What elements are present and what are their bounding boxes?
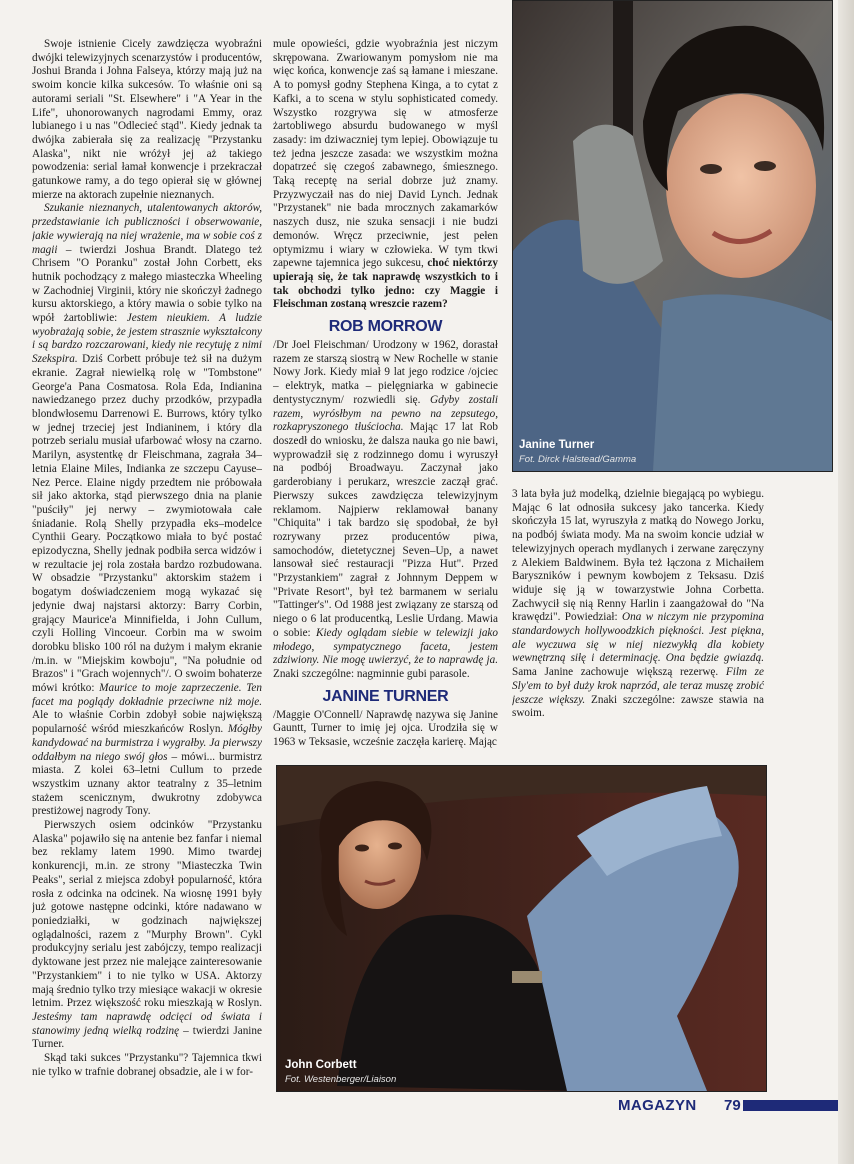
article-column-2 xyxy=(273,38,498,763)
portrait-janine-turner-image xyxy=(513,1,832,471)
photo-credit: Fot. Westenberger/Liaison xyxy=(285,1074,397,1085)
paragraph: Szukanie nieznanych, utalentowanych aktorów, przedstawianie ich publiczności i obserwowanie, jakie wywierają na niej wrażenie, ma w sobie coś z magii – twierdzi Joshua Brandt. Dlatego też Chrisem "O Poranku" został John Corbett, eks hutnik pochodzący z małego miasteczka Wheeling w Zachodniej Virginii, który nie skończył żadnego kursu aktorskiego, a który mawia o sobie tylko na wpół żartobliwie: Jestem nieukiem. A ludzie wyobrażają sobie, że jestem strasznie wykształcony i są bardzo rozczarowani, kiedy nie recytuję z nimi Szekspira. Dziś Corbett próbuje też sił na dużym ekranie. Zagrał niewielką rolę w "Tombstone" George'a Pana Cosmatosa. Rola Eda, Indianina nawiedzanego przez duchy przodków, przypadła blondwłosemu Darrenowi E. Burrows, który tylko w jednej trzeciej jest Indianinem, i który dla potrzeb serialu musiał ufarbować włosy na czarno. Marilyn, asystentkę dr Fleischmana, zagrała 34–letnia Elaine Miles, Indianka ze szczepu Cayuse–Nez Perce. Elaine nigdy przedtem nie próbowała sił jako aktorka, stąd pierwszego dnia na planie "puściły" jej nerwy – zwymiotowała całe śniadanie. Rolą Shelly przypadła eks–modelce Cynthii Geary. Początkowo miała to być postać epizodyczna, Shelly jednak podbiła serca widzów i w rezultacie jej rola została bardzo rozbudowana. W obsadzie "Przystanku" aktorskim stażem i bogatym doświadczeniem mogą wykazać się jedynie dwaj najstarsi aktorzy: Barry Corbin, grający Maurice'a Minnifielda, i John Cullum, czyli Holling Vincoeur. Corbin ma w swoim dorobku blisko 100 ról na dużym i małym ekranie /m.in. w "Miejskim kowboju", "Na południe od Brazos" i "Grach wojennych"/. O swoim bohaterze mówi krótko: Maurice to moje zaprzeczenie. Ten facet ma poglądy dokładnie przeciwne niż moje. Ale to właśnie Corbin zdobył sobie największą popularność wśród mieszkańców Roslyn. Mógłby kandydować na burmistrza i wygrałby. Ja pierwszy oddałbym na niego swój głos – mówi... burmistrz miasta. Z kolei 63–letni Cullum to przede wszystkim uznany aktor teatralny z 35–letnim stażem scenicznym, dwukrotny zdobywca prestiżowej nagrody Tony. xyxy=(32,202,262,818)
paragraph: Skąd taki sukces "Przystanku"? Tajemnica tkwi nie tylko w trafnie dobranej obsadzie, ale i w for- xyxy=(32,1052,262,1078)
paragraph: 3 lata była już modelką, dzielnie biegającą po wybiegu. Mając 6 lat odnosiła sukcesy jako tancerka. Kiedy skończyła 15 lat, wyruszyła z matką do Nowego Jorku, na podbój świata mody. Ma na swoim koncie udział w telewizyjnych operach mydlanych i zerwane zaręczyny z Alekiem Baldwinem. Była też łączona z Michaiłem Baryszników i pewnym kowbojem z Teksasu. Dziś widuje się ją w towarzystwie Johna Corbetta. Zachwycił się nią Renny Harlin i zaangażował do "Na krawędzi". Powiedział: Ona w niczym nie przypomina standardowych hollywoodzkich piękności. Jest piękna, ale wyczuwa się w niej niezwykłą dla kobiety wewnętrzną siłę i determinację. Ona będzie gwiazdą. Sama Janine zachowuje większą rezerwę. Film ze Sly'em to był duży krok naprzód, ale teraz muszę zrobić jeszcze większy. Znaki szczególne: zawsze stawia na swoim. xyxy=(512,488,764,720)
portrait-john-corbett-image xyxy=(277,766,766,1091)
magazine-name: MAGAZYN xyxy=(618,1097,697,1114)
paragraph: mule opowieści, gdzie wyobraźnia jest niczym skrępowana. Zwariowanym pomysłom nie ma więc końca, konwencje zaś są łamane i mieszane. A to pomysł godny Stephena Kinga, a to cytat z Kafki, a to scena w stylu sophisticated comedy. Wszystko rozgrywa się w atmosferze żartobliwego absurdu budowanego w myśl zasady: im dziwaczniej tym lepiej. Obowiązuje tu też jedna jeszcze zasada: we wszystkim można dopatrzeć się czegoś zabawnego, śmiesznego. Taką receptę na serial dobrze już znamy. Przyzwyczaił nas do niej David Lynch. Jednak "Przystanek" nie bada mrocznych zakamarków naszych dusz, nie szuka sensacji i nie budzi demonów. Wręcz przeciwnie, jest pełen optymizmu i wiary w człowieka. W tym tkwi zapewne tajemnica jego sukcesu, choć niektórzy upierają się, że tak naprawdę wszystkich to i tak obchodzi tylko jedno: czy Maggie i Fleischman zostaną wreszcie razem? xyxy=(273,38,498,311)
page-number: 79 xyxy=(724,1097,741,1114)
photo-caption-name: Janine Turner xyxy=(519,439,595,451)
page-edge xyxy=(838,0,854,1164)
photo-caption-name: John Corbett xyxy=(285,1059,357,1071)
paragraph: /Dr Joel Fleischman/ Urodzony w 1962, dorastał razem ze starszą siostrą w New Rochelle w stanie Nowy Jork. Kiedy miał 9 lat jego rodzice /ojciec – elektryk, matka – pielęgniarka w gabinecie dentystycznym/ rozwiedli się. Gdyby zostali razem, wyrósłbym na pewno na zepsutego, rozkapryszonego tłuściocha. Mając 17 lat Rob doszedł do wniosku, że dalsza nauka go nie bawi, wyprowadził się z rodzinnego domu i wyruszył na podbój Broadwayu. Zaczynał jako garderobiany i perukarz, wreszcie zaczął grać. Pierwszy sukces zawdzięcza telewizyjnym reklamom. Najpierw reklamował banany "Chiquita" i tak bardzo się spodobał, że był rozrywany przez producentów piwa, samochodów, dietetycznej Seven–Up, a nawet lansował sieć restauracji "Pizza Hut". Przed "Przystankiem" zagrał z Johnnym Deppem w "Private Resort", był też barmanem w serialu "Tattinger's". Od 1988 jest związany ze starszą od niego o 6 lat producentką, Leslie Urdang. Mawia o sobie: Kiedy oglądam siebie w telewizji jako młodego, sympatycznego faceta, jestem zdziwiony. Nie mogę uwierzyć, że to naprawdę ja. Znaki szczególne: nagminnie gubi parasole. xyxy=(273,339,498,680)
photo-janine-turner xyxy=(512,0,833,472)
paragraph: Pierwszych osiem odcinków "Przystanku Alaska" pojawiło się na antenie bez fanfar i niemal bez reklamy latem 1990. Mimo twardej konkurencji, m.in. ze strony "Miasteczka Twin Peaks", serial z miejsca zdobył popularność, która rosła z odcinka na odcinek. Na wiosnę 1991 były już gotowe następne odcinki, które nadawano w poniedziałki, w godzinach największej oglądalności, razem z "Murphy Brown". Cykl produkcyjny serialu jest zabójczy, tempo realizacji dyktowane jest przez nie malejące zainteresowanie "Przystankiem" i to nie tylko w USA. Aktorzy mają średnio tylko trzy miesiące wakacji w okresie letnim. Przez większość roku mieszkają w Roslyn. Jesteśmy tam naprawdę odcięci od świata i stanowimy jedną wielką rodzinę – twierdzi Janine Turner. xyxy=(32,819,262,1051)
photo-john-corbett xyxy=(276,765,767,1092)
article-column-3 xyxy=(512,488,764,753)
photo-credit: Fot. Dirck Halstead/Gamma xyxy=(519,454,637,465)
paragraph: Swoje istnienie Cicely zawdzięcza wyobraźni dwójki telewizyjnych scenarzystów i producentów, Joshui Branda i Johna Falseya, którzy mają już na swoim koncie kilka sukcesów. To właśnie oni są autorami seriali "St. Elsewhere" i "A Year in the Life", uhonorowanych nagrodami Emmy, oraz lubianego i u nas "Odleciеć stąd". Kiedy jednak ta dwójka zabierała się za realizację "Przystanku Alaska", nikt nie wróżył jej aż takiego powodzenia: serial łamał konwencje i przekraczał gatunkowe ramy, a do tego opierał się w głównej mierze na aktorach zupełnie nieznanych. xyxy=(32,38,262,201)
paragraph: /Maggie O'Connell/ Naprawdę nazywa się Janine Gauntt, Turner to imię jej ojca. Urodziła się w 1963 w Teksasie, wcześnie zaczęła karierę. Mając xyxy=(273,708,498,749)
section-heading-janine-turner: JANINE TURNER xyxy=(322,687,449,705)
section-heading-rob-morrow: ROB MORROW xyxy=(328,318,443,336)
footer-bar xyxy=(743,1100,840,1111)
article-column-1 xyxy=(32,38,262,1090)
